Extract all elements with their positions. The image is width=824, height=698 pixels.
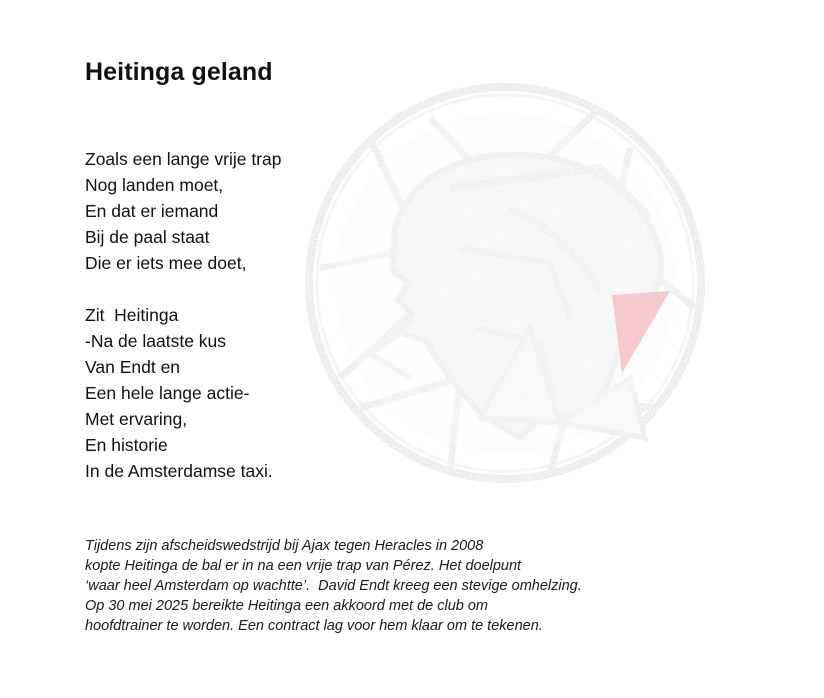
poem [85, 146, 282, 510]
caption-line: hoofdtrainer te worden. Een contract lag voor hem klaar om te tekenen. [85, 618, 543, 634]
poem-line: Zit Heitinga [85, 305, 179, 325]
poem-line: Een hele lange actie- [85, 383, 250, 403]
ajax-emblem-icon [300, 78, 710, 488]
poem-line: Met ervaring, [85, 409, 188, 429]
caption-line: Tijdens zijn afscheidswedstrijd bij Ajax tegen Heracles in 2008 [85, 538, 484, 554]
poem-line: Van Endt en [85, 357, 181, 377]
poem-line: Die er iets mee doet, [85, 253, 247, 273]
caption-line: Op 30 mei 2025 bereikte Heitinga een akkoord met de club om [85, 598, 489, 614]
poem-line: Zoals een lange vrije trap [85, 149, 282, 169]
poem-line: En historie [85, 435, 168, 455]
poem-line: -Na de laatste kus [85, 331, 227, 351]
caption-line: ‘waar heel Amsterdam op wachtte’. David Endt kreeg een stevige omhelzing. [85, 578, 582, 594]
poem-stanza-2 [85, 302, 282, 484]
caption-note [85, 536, 582, 636]
poem-stanza-1 [85, 146, 282, 276]
poem-line: En dat er iemand [85, 201, 219, 221]
poem-line: In de Amsterdamse taxi. [85, 461, 273, 481]
poem-line: Nog landen moet, [85, 175, 224, 195]
poem-line: Bij de paal staat [85, 227, 210, 247]
page-title: Heitinga geland [85, 58, 273, 86]
caption-line: kopte Heitinga de bal er in na een vrije trap van Pérez. Het doelpunt [85, 558, 522, 574]
